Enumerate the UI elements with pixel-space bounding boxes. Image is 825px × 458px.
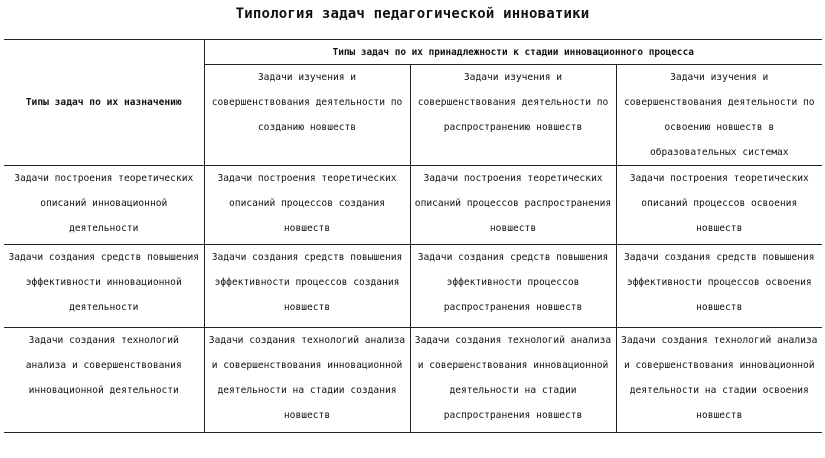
table-cell-text: Задачи создания средств повышения эффективности процессов создания новшеств	[211, 252, 403, 313]
column-header-text: Задачи изучения и совершенствования деятельности по созданию новшеств	[211, 72, 403, 133]
table-cell	[410, 328, 616, 433]
table-header-row-stage	[4, 40, 822, 65]
stage-header-text: Типы задач по их принадлежности к стадии инновационного процесса	[332, 47, 694, 58]
corner-header-cell	[4, 40, 204, 166]
row-header-cell	[4, 245, 204, 328]
table-cell-text: Задачи создания технологий анализа и совершенствования инновационной деятельности на стадии создания новшеств	[208, 335, 406, 421]
column-header-text: Задачи изучения и совершенствования деятельности по освоению новшеств в образовательных системах	[623, 72, 815, 158]
row-header-text: Задачи создания технологий анализа и совершенствования инновационной деятельности	[25, 335, 182, 396]
table-cell-text: Задачи построения теоретических описаний процессов освоения новшеств	[629, 173, 809, 234]
table-cell-text: Задачи создания технологий анализа и совершенствования инновационной деятельности на стадии освоения новшеств	[621, 335, 818, 421]
table-cell-text: Задачи построения теоретических описаний процессов создания новшеств	[217, 173, 397, 234]
table-cell-text: Задачи построения теоретических описаний процессов распространения новшеств	[414, 173, 612, 234]
column-header-adoption	[616, 65, 822, 166]
table-row	[4, 328, 822, 433]
stage-header-cell	[204, 40, 822, 65]
table-row	[4, 166, 822, 245]
row-header-text: Задачи создания средств повышения эффективности инновационной деятельности	[8, 252, 200, 313]
column-header-dissemination	[410, 65, 616, 166]
row-header-text: Задачи построения теоретических описаний инновационной деятельности	[14, 173, 194, 234]
column-header-text: Задачи изучения и совершенствования деятельности по распространению новшеств	[417, 72, 609, 133]
row-header-cell	[4, 166, 204, 245]
table-cell	[616, 166, 822, 245]
table-cell	[616, 328, 822, 433]
table-cell	[410, 245, 616, 328]
document-title: Типология задач педагогической инноватики	[235, 6, 590, 22]
table-cell	[204, 245, 410, 328]
table-cell-text: Задачи создания средств повышения эффективности процессов распространения новшеств	[417, 252, 609, 313]
corner-header-text: Типы задач по их назначению	[25, 97, 182, 108]
table-cell	[410, 166, 616, 245]
table-cell-text: Задачи создания средств повышения эффективности процессов освоения новшеств	[623, 252, 815, 313]
row-header-cell	[4, 328, 204, 433]
table-row	[4, 245, 822, 328]
column-header-creation	[204, 65, 410, 166]
table-cell	[204, 328, 410, 433]
table-cell	[204, 166, 410, 245]
table-cell	[616, 245, 822, 328]
typology-table	[4, 39, 822, 433]
table-cell-text: Задачи создания технологий анализа и совершенствования инновационной деятельности на стадии распространения новшеств	[414, 335, 612, 421]
